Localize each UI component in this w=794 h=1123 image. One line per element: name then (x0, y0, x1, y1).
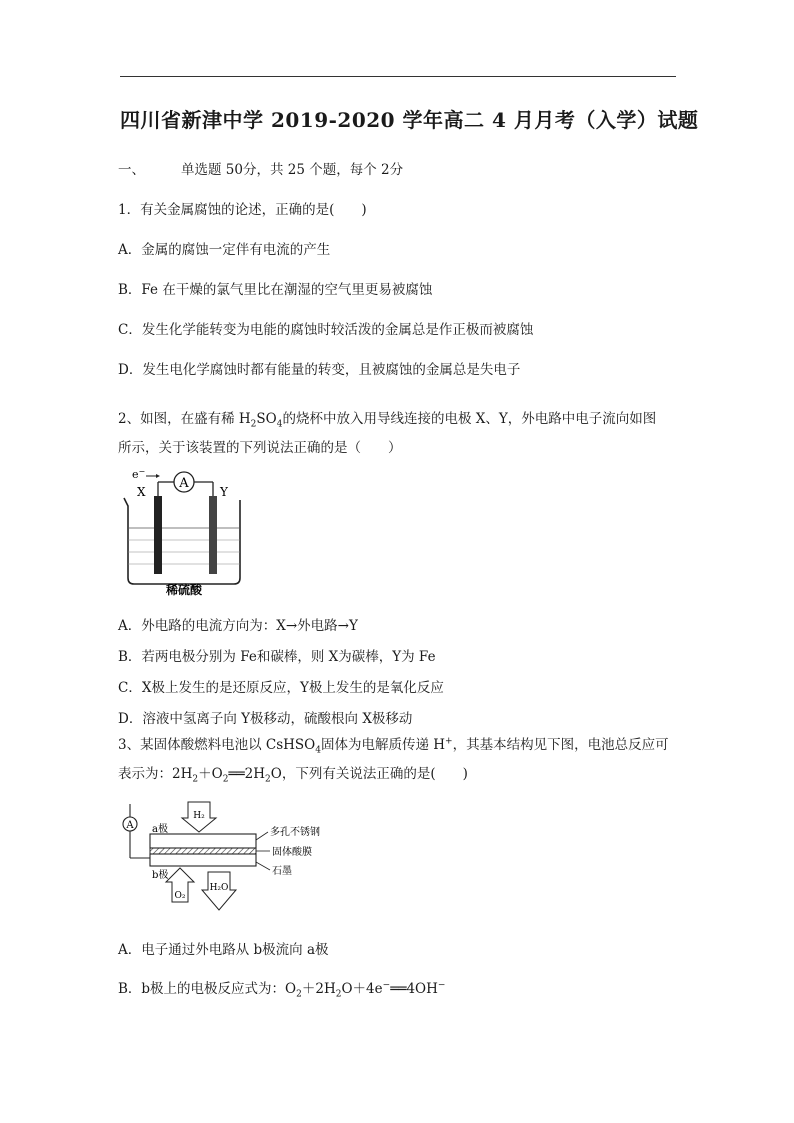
q2-stem-line2: 所示，关于该装置的下列说法正确的是（ ） (118, 440, 402, 456)
q2-stem-line1: 2、如图，在盛有稀 $H_2SO_4$的烧杯中放入用导线连接的电极 X、Y，外电路中电子流向如图 (118, 411, 657, 430)
q1-option-a: A．金属的腐蚀一定伴有电流的产生 (118, 242, 331, 258)
q3-stem-line2: 表示为：$2H_2+O_2══2H_2O$，下列有关说法正确的是( ) (118, 766, 468, 785)
q2-option-b: B．若两电极分别为 Fe和碳棒，则 X为碳棒，Y为 Fe (118, 649, 436, 665)
q3-fuel-cell-figure (118, 798, 368, 918)
q3-layer-membrane (150, 848, 256, 854)
q3-ammeter-label: A (126, 820, 134, 831)
q2-beaker-figure (118, 466, 248, 596)
q2-beaker (124, 498, 240, 584)
q3-b-pole-label: b极 (152, 870, 169, 881)
q3-option-b: B．b极上的电极反应式为：$O_2+2H_2O+4e^-══4OH^-$ (118, 980, 446, 1000)
q1-option-b: B．Fe 在干燥的氯气里比在潮湿的空气里更易被腐蚀 (118, 282, 433, 298)
q1-stem: 1．有关金属腐蚀的论述，正确的是( ) (118, 202, 367, 218)
q2-electrode-y-label: Y (220, 485, 228, 499)
section-number: 一、 (118, 162, 145, 178)
q3-o2-label: O₂ (174, 891, 186, 901)
q2-solution-label: 稀硫酸 (165, 583, 203, 596)
q2-electrode-y (209, 496, 217, 574)
q3-stem-line1: 3、某固体酸燃料电池以 CsHSO$_4$固体为电解质传递 H+，其基本结构见下图，电池总反应可 (118, 736, 669, 756)
q3-h2o-label: H₂O (209, 883, 229, 893)
q1-option-d: D．发生电化学腐蚀时都有能量的转变，且被腐蚀的金属总是失电子 (118, 362, 521, 378)
q3-layer-steel (150, 834, 256, 848)
q3-option-a: A．电子通过外电路从 b极流向 a极 (118, 942, 329, 958)
q2-electrode-x-label: X (137, 485, 146, 499)
page-title: 四川省新津中学 2019-2020 学年高二 4 月月考（入学）试题 (120, 108, 699, 132)
section-text: 单选题 50分，共 25 个题，每个 2分 (181, 162, 404, 178)
header-rule (120, 76, 676, 77)
q2-option-a: A．外电路的电流方向为：X→外电路→Y (118, 618, 358, 634)
q2-option-d: D．溶液中氢离子向 Y极移动，硫酸根向 X极移动 (118, 711, 413, 727)
q2-electron-label: e− (132, 467, 146, 481)
q3-label-steel: 多孔不锈钢 (270, 827, 320, 838)
q3-a-pole-label: a极 (152, 824, 168, 835)
q3-label-membrane: 固体酸膜 (272, 847, 312, 858)
q3-layer-graphite (150, 854, 256, 866)
section-heading (118, 158, 403, 178)
q3-label-graphite: 石墨 (272, 866, 292, 877)
q3-h2-label: H₂ (193, 811, 205, 821)
q1-option-c: C．发生化学能转变为电能的腐蚀时较活泼的金属总是作正极而被腐蚀 (118, 322, 534, 338)
q2-ammeter-label: A (179, 476, 189, 491)
q2-electrode-x (154, 496, 162, 574)
q2-option-c: C．X极上发生的是还原反应，Y极上发生的是氧化反应 (118, 680, 444, 696)
